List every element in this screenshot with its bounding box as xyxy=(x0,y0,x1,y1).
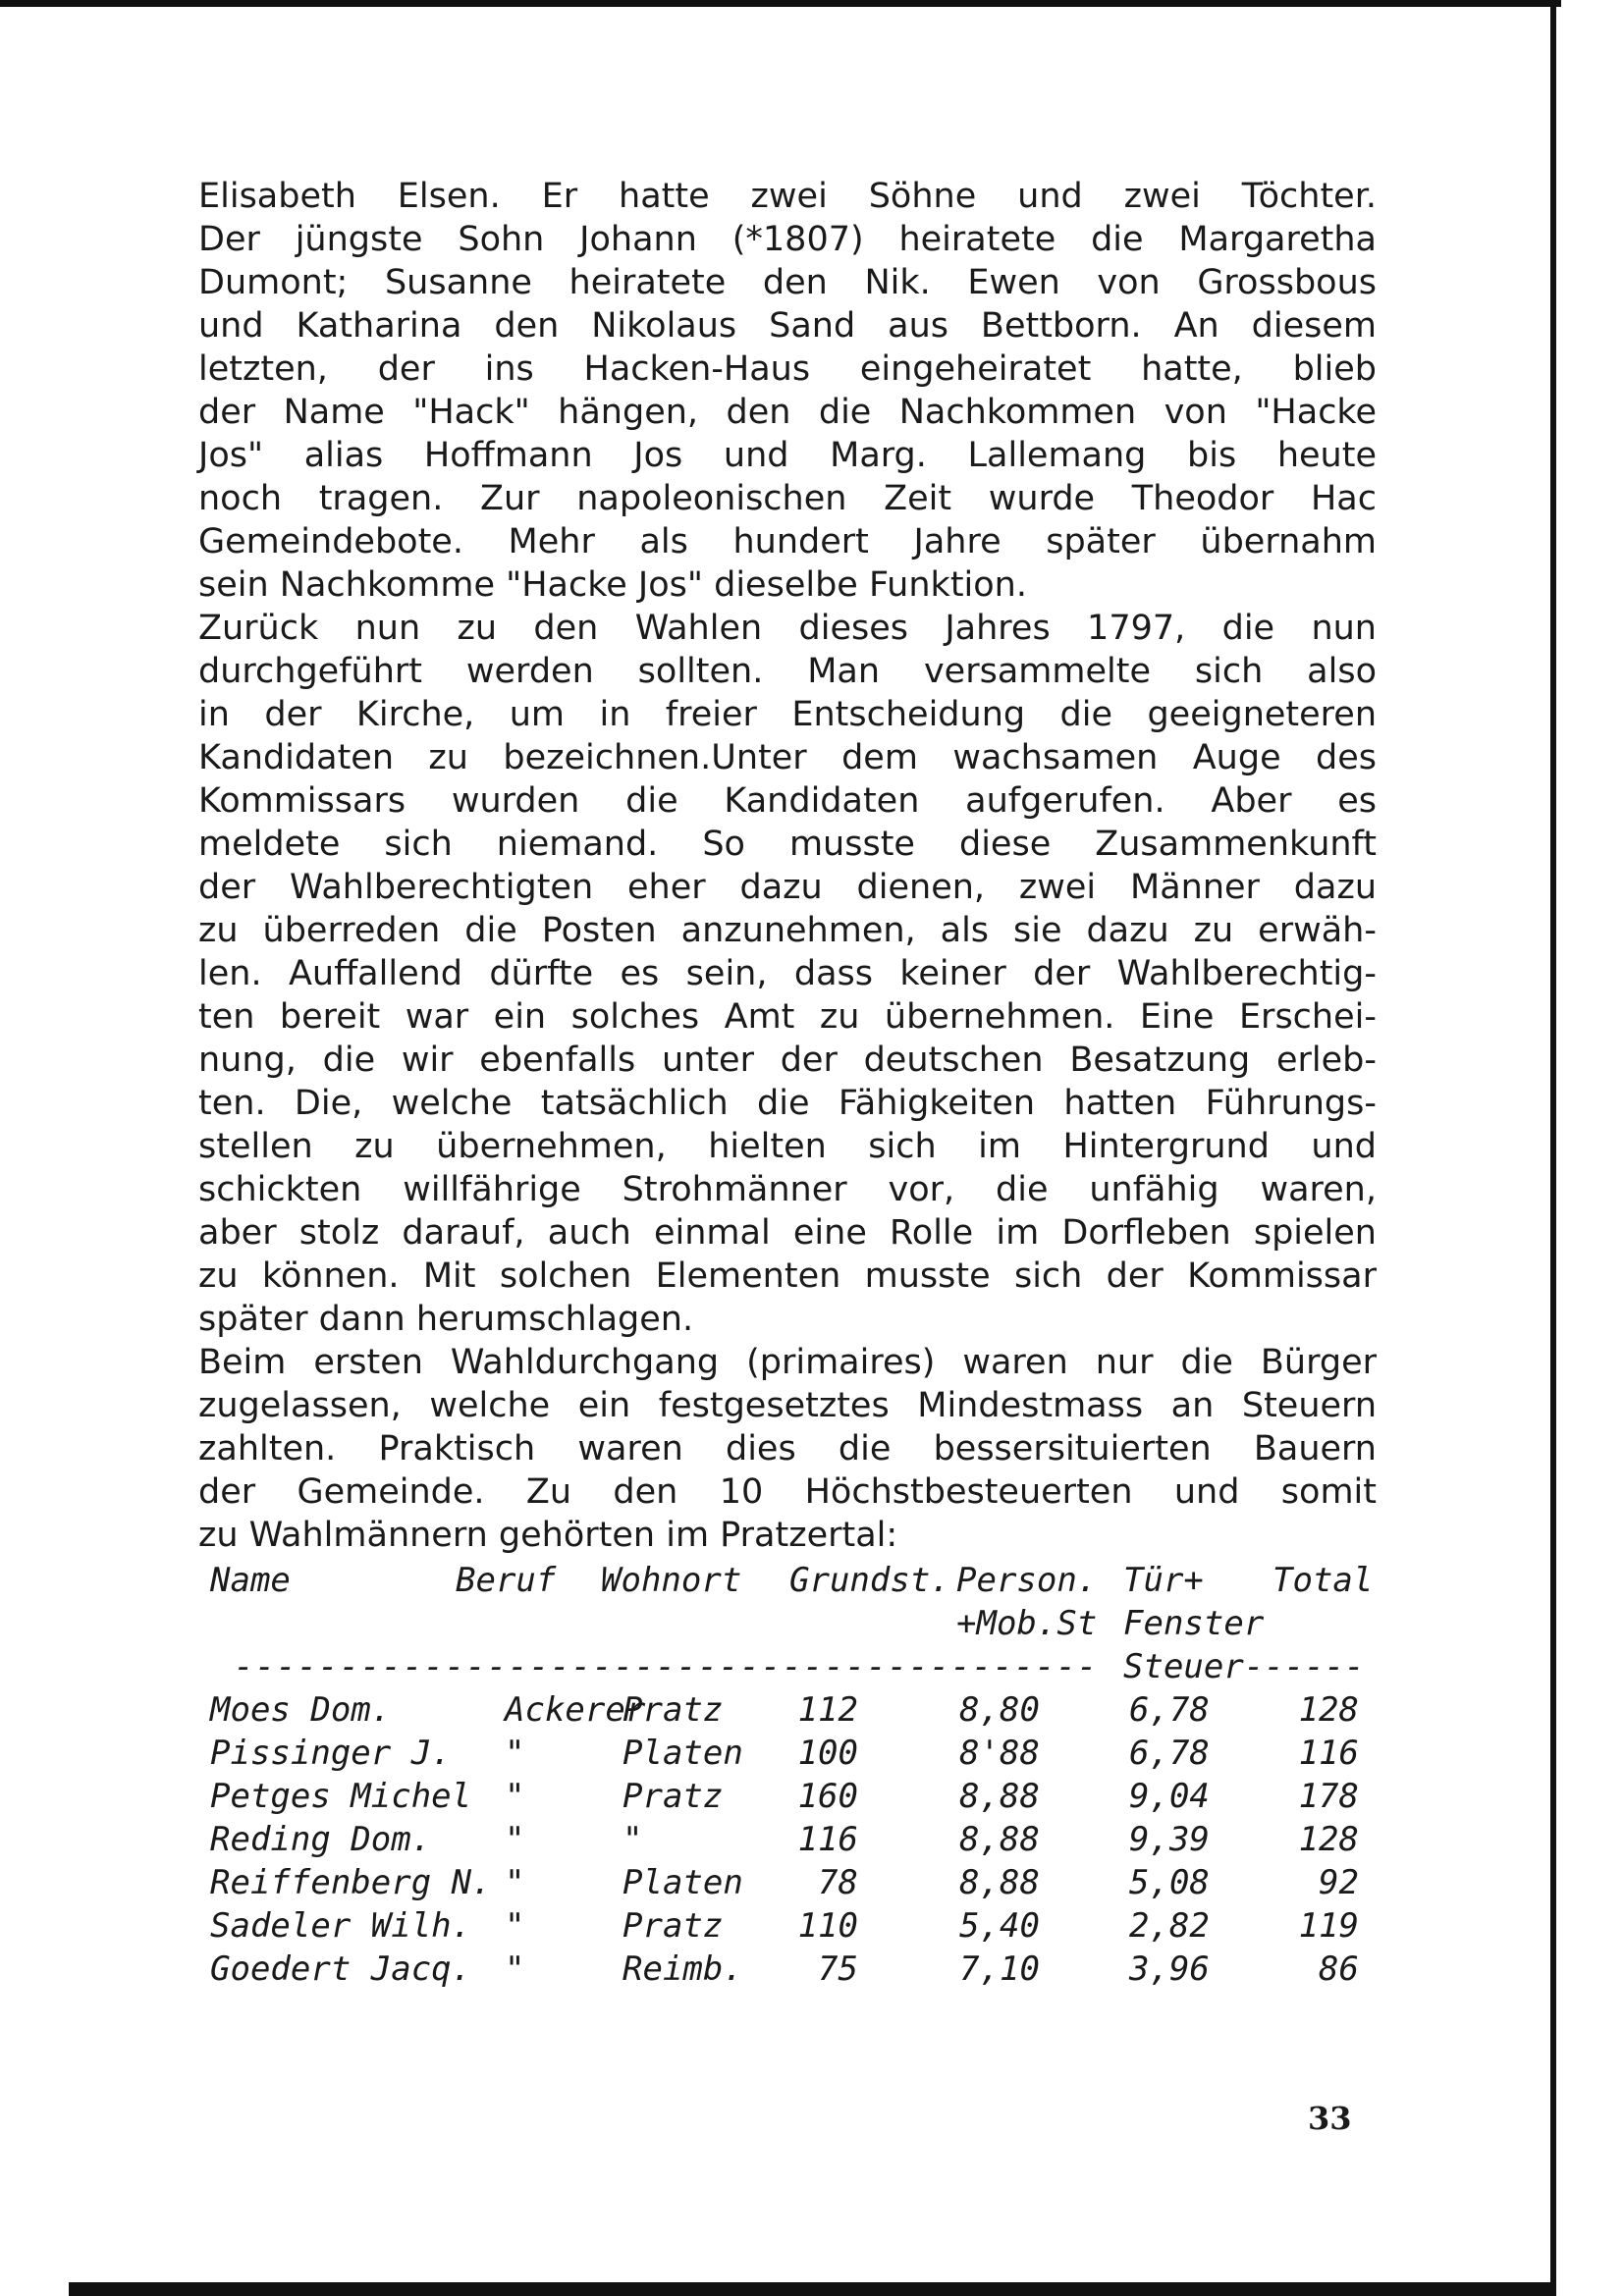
text-line: Jos" alias Hoffmann Jos und Marg. Lallemang bis heute xyxy=(198,436,1377,475)
header-tuer: Tür+ xyxy=(1123,1561,1204,1600)
cell-total: 119 xyxy=(1298,1906,1359,1946)
text-line: später dann herumschlagen. xyxy=(198,1300,694,1339)
header-name: Name xyxy=(210,1561,291,1600)
cell-tuer-fenster: 6,78 xyxy=(1129,1734,1210,1773)
header-beruf: Beruf xyxy=(456,1561,557,1600)
text-line: Der jüngste Sohn Johann (*1807) heiratete die Margaretha xyxy=(198,220,1377,259)
text-line: der Wahlberechtigten eher dazu dienen, zwei Männer dazu xyxy=(198,868,1377,907)
table-row xyxy=(210,1863,1379,1906)
text-line: durchgeführt werden sollten. Man versammelte sich also xyxy=(198,652,1377,691)
cell-wohnort: Reimb. xyxy=(623,1949,743,1989)
cell-beruf: " xyxy=(505,1734,525,1773)
cell-wohnort: " xyxy=(623,1820,643,1859)
table-separator-row xyxy=(210,1647,1379,1690)
cell-tuer-fenster: 6,78 xyxy=(1129,1690,1210,1730)
table-row xyxy=(210,1949,1379,1993)
cell-grundst: 110 xyxy=(797,1906,858,1946)
cell-grundst: 112 xyxy=(797,1690,858,1730)
cell-total: 128 xyxy=(1298,1820,1359,1859)
cell-wohnort: Pratz xyxy=(623,1690,724,1730)
cell-person: 8,88 xyxy=(959,1820,1040,1859)
cell-total: 128 xyxy=(1298,1690,1359,1730)
cell-name: Reding Dom. xyxy=(210,1820,432,1859)
text-line: noch tragen. Zur napoleonischen Zeit wurde Theodor Hac xyxy=(198,479,1377,518)
cell-tuer-fenster: 9,39 xyxy=(1129,1820,1210,1859)
cell-person: 8,80 xyxy=(959,1690,1040,1730)
cell-beruf: " xyxy=(505,1863,525,1902)
text-line: schickten willfährige Strohmänner vor, die unfähig waren, xyxy=(198,1170,1377,1209)
text-line: Dumont; Susanne heiratete den Nik. Ewen von Grossbous xyxy=(198,263,1377,302)
text-line: Kandidaten zu bezeichnen.Unter dem wachsamen Auge des xyxy=(198,738,1377,777)
scan-edge-bottom xyxy=(69,2282,1556,2296)
cell-total: 92 xyxy=(1319,1863,1359,1902)
cell-tuer-fenster: 5,08 xyxy=(1129,1863,1210,1902)
text-line: ten. Die, welche tatsächlich die Fähigkeiten hatten Führungs- xyxy=(198,1084,1377,1123)
cell-grundst: 160 xyxy=(797,1777,858,1816)
cell-beruf: " xyxy=(505,1906,525,1946)
text-line: und Katharina den Nikolaus Sand aus Bettborn. An diesem xyxy=(198,306,1377,346)
text-line: zugelassen, welche ein festgesetztes Mindestmass an Steuern xyxy=(198,1386,1377,1425)
table-header-row-2 xyxy=(210,1604,1379,1647)
text-line: meldete sich niemand. So musste diese Zusammenkunft xyxy=(198,825,1377,864)
cell-wohnort: Pratz xyxy=(623,1777,724,1816)
header-total: Total xyxy=(1272,1561,1374,1600)
header-person: Person. xyxy=(956,1561,1098,1600)
cell-tuer-fenster: 9,04 xyxy=(1129,1777,1210,1816)
cell-beruf: " xyxy=(505,1820,525,1859)
cell-person: 8'88 xyxy=(959,1734,1040,1773)
table-row xyxy=(210,1734,1379,1777)
cell-total: 116 xyxy=(1298,1734,1359,1773)
header-grundst: Grundst. xyxy=(789,1561,950,1600)
cell-total: 178 xyxy=(1298,1777,1359,1816)
text-line: der Gemeinde. Zu den 10 Höchstbesteuerten und somit xyxy=(198,1472,1377,1512)
text-line: zu Wahlmännern gehörten im Pratzertal: xyxy=(198,1516,898,1555)
header-mob-st: +Mob.St xyxy=(956,1604,1098,1643)
text-line: sein Nachkomme "Hacke Jos" dieselbe Funktion. xyxy=(198,565,1027,605)
text-line: len. Auffallend dürfte es sein, dass keiner der Wahlberechtig- xyxy=(198,954,1377,993)
cell-name: Sadeler Wilh. xyxy=(210,1906,472,1946)
text-line: ten bereit war ein solches Amt zu übernehmen. Eine Erschei- xyxy=(198,997,1377,1037)
text-line: Zurück nun zu den Wahlen dieses Jahres 1797, die nun xyxy=(198,609,1377,648)
cell-tuer-fenster: 2,82 xyxy=(1129,1906,1210,1946)
text-line: Gemeindebote. Mehr als hundert Jahre später übernahm xyxy=(198,522,1377,561)
cell-total: 86 xyxy=(1319,1949,1359,1989)
text-line: zu können. Mit solchen Elementen musste sich der Kommissar xyxy=(198,1256,1377,1296)
cell-beruf: Ackerer xyxy=(505,1690,646,1730)
text-line: Elisabeth Elsen. Er hatte zwei Söhne und zwei Töchter. xyxy=(198,177,1377,216)
text-line: Beim ersten Wahldurchgang (primaires) waren nur die Bürger xyxy=(198,1343,1377,1382)
cell-name: Goedert Jacq. xyxy=(210,1949,472,1989)
table-row xyxy=(210,1906,1379,1949)
cell-tuer-fenster: 3,96 xyxy=(1129,1949,1210,1989)
text-line: nung, die wir ebenfalls unter der deutschen Besatzung erleb- xyxy=(198,1041,1377,1080)
cell-wohnort: Pratz xyxy=(623,1906,724,1946)
page-number: 33 xyxy=(1308,2100,1352,2137)
table-row xyxy=(210,1820,1379,1863)
header-fenster: Fenster xyxy=(1123,1604,1265,1643)
cell-beruf: " xyxy=(505,1949,525,1989)
cell-grundst: 78 xyxy=(818,1863,858,1902)
cell-grundst: 100 xyxy=(797,1734,858,1773)
text-line: Kommissars wurden die Kandidaten aufgerufen. Aber es xyxy=(198,781,1377,821)
table-separator: ----------------------------------------- xyxy=(234,1647,1099,1686)
cell-grundst: 116 xyxy=(797,1820,858,1859)
cell-person: 7,10 xyxy=(959,1949,1040,1989)
table-body xyxy=(210,1690,1379,1993)
header-wohnort: Wohnort xyxy=(601,1561,742,1600)
cell-name: Pissinger J. xyxy=(210,1734,452,1773)
scan-edge-right xyxy=(1550,0,1556,2296)
cell-beruf: " xyxy=(505,1777,525,1816)
cell-name: Reiffenberg N. xyxy=(210,1863,492,1902)
text-line: zahlten. Praktisch waren dies die bessersituierten Bauern xyxy=(198,1429,1377,1468)
table-row xyxy=(210,1690,1379,1734)
taxpayer-table xyxy=(210,1561,1379,1993)
cell-wohnort: Platen xyxy=(623,1734,743,1773)
text-line: stellen zu übernehmen, hielten sich im Hintergrund und xyxy=(198,1127,1377,1166)
cell-person: 8,88 xyxy=(959,1777,1040,1816)
table-header-row-1 xyxy=(210,1561,1379,1604)
header-steuer: Steuer------ xyxy=(1123,1647,1365,1686)
text-line: der Name "Hack" hängen, den die Nachkommen von "Hacke xyxy=(198,393,1377,432)
cell-person: 8,88 xyxy=(959,1863,1040,1902)
scan-edge-top xyxy=(0,0,1561,7)
cell-name: Petges Michel xyxy=(210,1777,472,1816)
body-text xyxy=(198,175,1377,1557)
cell-person: 5,40 xyxy=(959,1906,1040,1946)
cell-grundst: 75 xyxy=(818,1949,858,1989)
text-line: zu überreden die Posten anzunehmen, als sie dazu zu erwäh- xyxy=(198,911,1377,950)
text-line: in der Kirche, um in freier Entscheidung die geeigneteren xyxy=(198,695,1377,734)
table-row xyxy=(210,1777,1379,1820)
text-line: letzten, der ins Hacken-Haus eingeheiratet hatte, blieb xyxy=(198,349,1377,389)
cell-name: Moes Dom. xyxy=(210,1690,392,1730)
text-line: aber stolz darauf, auch einmal eine Rolle im Dorfleben spielen xyxy=(198,1213,1377,1253)
cell-wohnort: Platen xyxy=(623,1863,743,1902)
